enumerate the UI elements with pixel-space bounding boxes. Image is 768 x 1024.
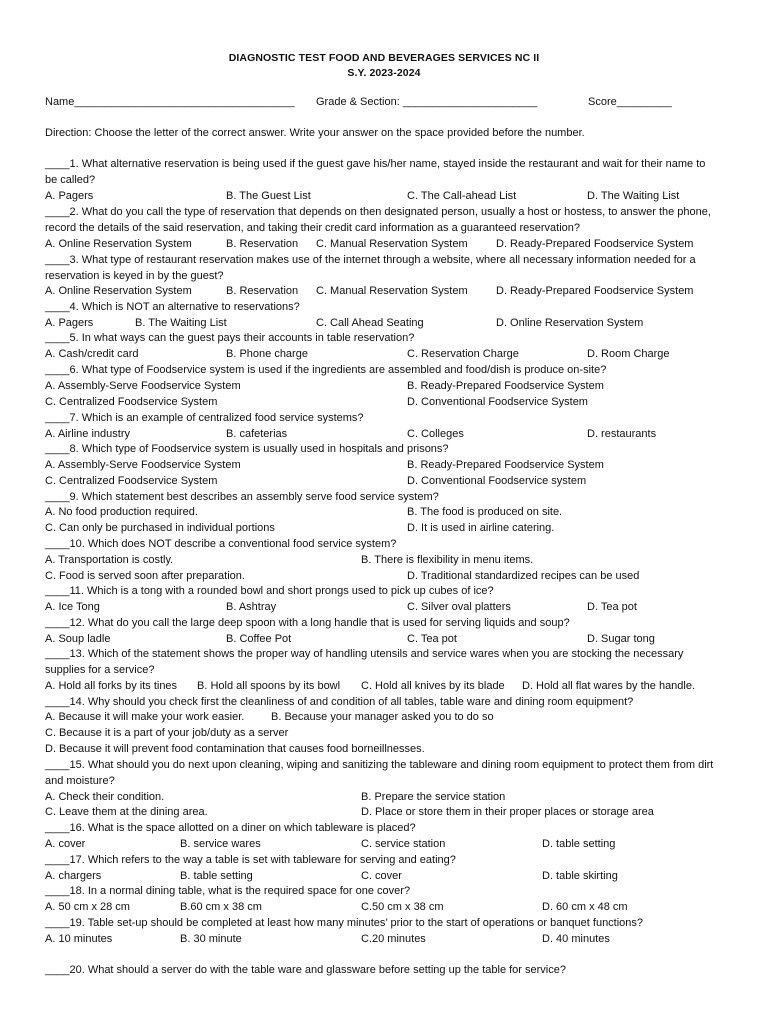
question-20: ____20. What should a server do with the table ware and glassware before setting up the table for service?	[45, 964, 566, 976]
question-17: ____17. Which refers to the way a table is set with tableware for serving and eating?	[45, 854, 456, 866]
option: C. The Call-ahead List	[407, 190, 517, 202]
option: A. Because it will make your work easier.	[45, 711, 245, 723]
question-13: ____13. Which of the statement shows the proper way of handling utensils and service wares when you are stocking the necessary supplies for a service?	[45, 648, 684, 676]
name-field: Name____________________________________	[45, 96, 295, 108]
option: D. Conventional Foodservice System	[407, 396, 588, 408]
option: A. Soup ladle	[45, 633, 111, 645]
option: C. Can only be purchased in individual portions	[45, 522, 275, 534]
question-10: ____10. Which does NOT describe a conventional food service system?	[45, 538, 397, 550]
question-16: ____16. What is the space allotted on a diner on which tableware is placed?	[45, 822, 416, 834]
test-title: DIAGNOSTIC TEST FOOD AND BEVERAGES SERVICES NC II	[228, 52, 540, 64]
option: C.20 minutes	[361, 933, 426, 945]
question-14: ____14. Why should you check first the cleanliness of and condition of all tables, table ware and dining room equipment?	[45, 696, 634, 708]
option: D. Place or store them in their proper places or storage area	[361, 806, 654, 818]
question-9: ____9. Which statement best describes an assembly serve food service system?	[45, 491, 439, 503]
option: C. Silver oval platters	[407, 601, 511, 613]
options-17	[45, 868, 725, 884]
school-year: S.Y. 2023-2024	[347, 67, 421, 79]
option: A. cover	[45, 838, 86, 850]
option: D. table setting	[542, 838, 616, 850]
option: D. Tea pot	[587, 601, 637, 613]
option: B. Ashtray	[226, 601, 277, 613]
option: C. Reservation Charge	[407, 348, 519, 360]
options-15b	[45, 804, 725, 820]
question-2: ____2. What do you call the type of reservation that depends on then designated person, usually a host or hostess, to answer the phone, record the details of the said reservation, and taking their credit card information as a guaranteed reservation?	[45, 206, 711, 234]
option: C. Call Ahead Seating	[316, 317, 424, 329]
score-field: Score_________	[588, 96, 672, 108]
option: A. Online Reservation System	[45, 285, 192, 297]
option: A. Transportation is costly.	[45, 554, 174, 566]
option: B. The food is produced on site.	[407, 506, 563, 518]
options-9a	[45, 504, 725, 520]
option: A. Assembly-Serve Foodservice System	[45, 380, 241, 392]
options-16	[45, 836, 725, 852]
grade-section-field: Grade & Section: ______________________	[316, 96, 538, 108]
option: D. restaurants	[587, 428, 657, 440]
option: D. Conventional Foodservice system	[407, 475, 587, 487]
question-18: ____18. In a normal dining table, what is the required space for one cover?	[45, 885, 411, 897]
option: A. chargers	[45, 870, 102, 882]
option: B. The Waiting List	[135, 317, 227, 329]
option: B.60 cm x 38 cm	[180, 901, 262, 913]
option: B. Phone charge	[226, 348, 308, 360]
option: C.50 cm x 38 cm	[361, 901, 444, 913]
option: A. Pagers	[45, 190, 94, 202]
option: D. Hold all flat wares by the handle.	[522, 680, 696, 692]
option: C. Centralized Foodservice System	[45, 396, 218, 408]
question-11: ____11. Which is a tong with a rounded bowl and short prongs used to pick up cubes of ice?	[45, 585, 494, 597]
options-10b	[45, 568, 725, 584]
question-4: ____4. Which is NOT an alternative to reservations?	[45, 301, 300, 313]
options-1	[45, 188, 725, 204]
options-8b	[45, 473, 725, 489]
option: A. Cash/credit card	[45, 348, 139, 360]
question-19: ____19. Table set-up should be completed at least how many minutes’ prior to the start of operations or banquet functions?	[45, 917, 644, 929]
options-12	[45, 631, 725, 647]
option: A. 50 cm x 28 cm	[45, 901, 130, 913]
options-15a	[45, 789, 725, 805]
option: D. Traditional standardized recipes can be used	[407, 570, 640, 582]
options-9b	[45, 520, 725, 536]
option: C. Centralized Foodservice System	[45, 475, 218, 487]
option: B. Hold all spoons by its bowl	[197, 680, 341, 692]
options-14c	[45, 725, 725, 741]
option: B. Prepare the service station	[361, 791, 506, 803]
options-18	[45, 899, 725, 915]
option: B. Ready-Prepared Foodservice System	[407, 380, 604, 392]
option: B. service wares	[180, 838, 261, 850]
question-7: ____7. Which is an example of centralized food service systems?	[45, 412, 364, 424]
option: D. table skirting	[542, 870, 618, 882]
option: C. Leave them at the dining area.	[45, 806, 208, 818]
option: D. Room Charge	[587, 348, 670, 360]
option: B. table setting	[180, 870, 253, 882]
options-2	[45, 236, 725, 252]
question-6: ____6. What type of Foodservice system is used if the ingredients are assembled and food/dish is produce on-site?	[45, 364, 607, 376]
option: C. Food is served soon after preparation.	[45, 570, 245, 582]
option: D. Online Reservation System	[496, 317, 644, 329]
option: D. 40 minutes	[542, 933, 610, 945]
option: C. service station	[361, 838, 446, 850]
option: C. Tea pot	[407, 633, 457, 645]
options-8a	[45, 457, 725, 473]
option: C. Hold all knives by its blade	[361, 680, 505, 692]
question-1: ____1. What alternative reservation is being used if the guest gave his/her name, stayed inside the restaurant and wait for their name to be called?	[45, 158, 706, 186]
option: B. 30 minute	[180, 933, 242, 945]
options-14a	[45, 709, 725, 725]
option: B. Reservation	[226, 285, 299, 297]
option: A. Assembly-Serve Foodservice System	[45, 459, 241, 471]
option: D. Because it will prevent food contamination that causes food borneillnesses.	[45, 743, 425, 755]
option: B. Coffee Pot	[226, 633, 292, 645]
option: A. 10 minutes	[45, 933, 113, 945]
options-10a	[45, 552, 725, 568]
options-5	[45, 346, 725, 362]
option: B. Because your manager asked you to do so	[271, 711, 494, 723]
option: C. Because it is a part of your job/duty as a server	[45, 727, 289, 739]
option: B. Reservation	[226, 238, 299, 250]
options-13	[45, 678, 725, 694]
options-14d	[45, 741, 725, 757]
option: C. Manual Reservation System	[316, 285, 468, 297]
option: D. 60 cm x 48 cm	[542, 901, 628, 913]
options-6a	[45, 378, 725, 394]
option: A. Hold all forks by its tines	[45, 680, 178, 692]
option: D. It is used in airline catering.	[407, 522, 555, 534]
options-11	[45, 599, 725, 615]
option: A. Pagers	[45, 317, 94, 329]
option: B. There is flexibility in menu items.	[361, 554, 534, 566]
question-8: ____8. Which type of Foodservice system is usually used in hospitals and prisons?	[45, 443, 449, 455]
option: B. cafeterias	[226, 428, 288, 440]
direction-text: Direction: Choose the letter of the correct answer. Write your answer on the space provided before the number.	[45, 127, 585, 139]
options-4	[45, 315, 725, 331]
option: D. Sugar tong	[587, 633, 655, 645]
option: C. Colleges	[407, 428, 464, 440]
student-info-row	[45, 94, 725, 110]
option: D. Ready-Prepared Foodservice System	[496, 238, 694, 250]
options-7	[45, 426, 725, 442]
options-19	[45, 931, 725, 947]
question-5: ____5. In what ways can the guest pays their accounts in table reservation?	[45, 332, 415, 344]
question-15: ____15. What should you do next upon cleaning, wiping and sanitizing the tableware and dining room equipment to protect them from dirt and moisture?	[45, 759, 714, 787]
option: D. Ready-Prepared Foodservice System	[496, 285, 694, 297]
option: B. Ready-Prepared Foodservice System	[407, 459, 604, 471]
question-12: ____12. What do you call the large deep spoon with a long handle that is used for serving liquids and soup?	[45, 617, 570, 629]
options-3	[45, 283, 725, 299]
options-6b	[45, 394, 725, 410]
option: C. Manual Reservation System	[316, 238, 468, 250]
question-3: ____3. What type of restaurant reservation makes use of the internet through a website, where all necessary information needed for a reservation is keyed in by the guest?	[45, 254, 696, 282]
option: A. Ice Tong	[45, 601, 100, 613]
option: C. cover	[361, 870, 402, 882]
option: A. Check their condition.	[45, 791, 165, 803]
option: A. Online Reservation System	[45, 238, 192, 250]
option: A. No food production required.	[45, 506, 198, 518]
option: B. The Guest List	[226, 190, 311, 202]
option: D. The Waiting List	[587, 190, 680, 202]
option: A. Airline industry	[45, 428, 130, 440]
